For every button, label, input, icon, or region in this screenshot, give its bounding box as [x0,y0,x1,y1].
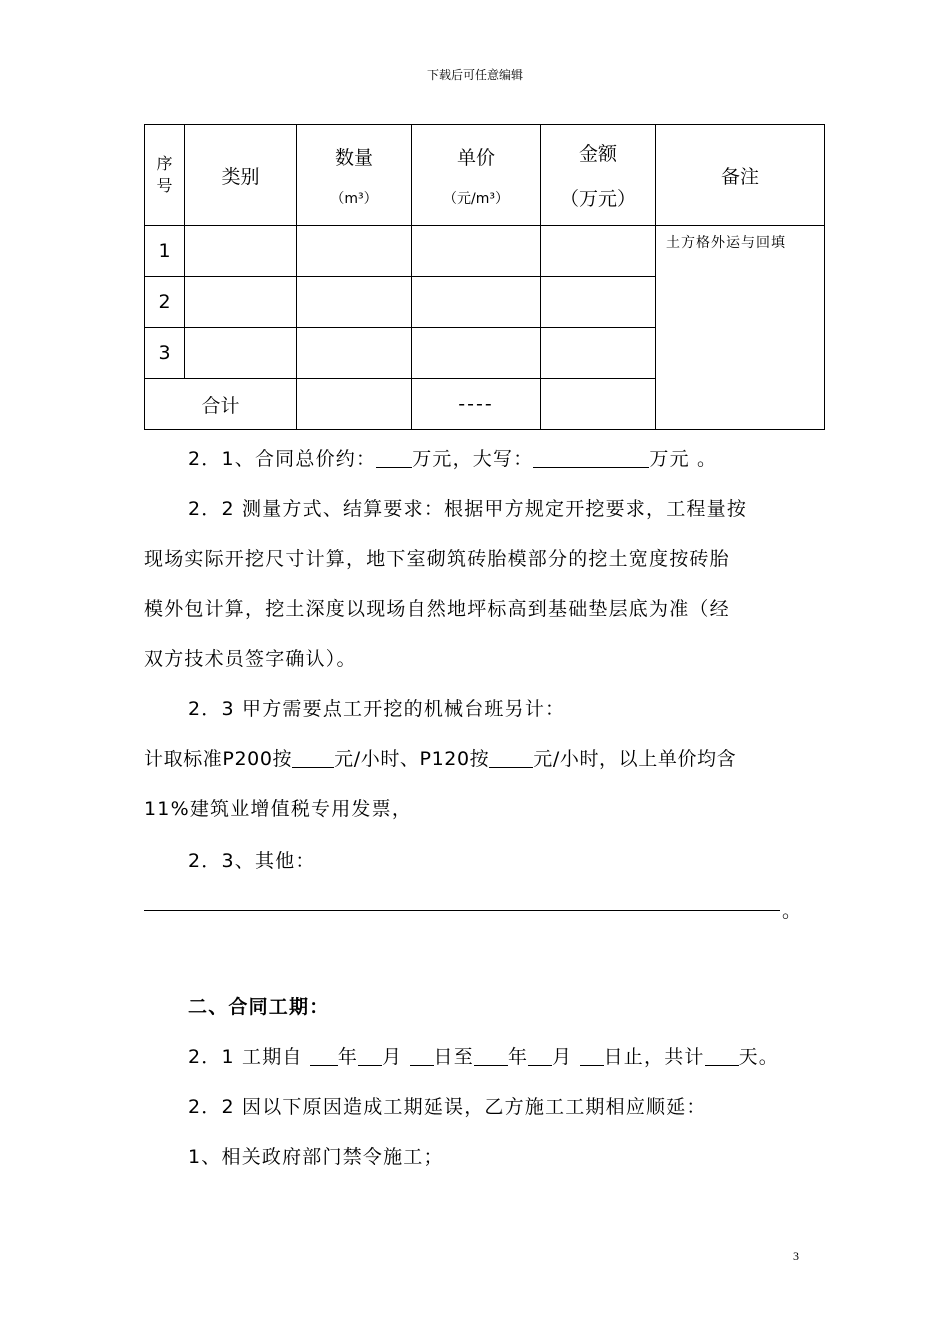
section-2-title: 二、合同工期： [188,996,330,1018]
header-remarks: 备注 [656,125,825,226]
row-seq: 3 [145,328,185,379]
total-price: ---- [412,379,541,430]
amount-unit: （万元） [559,188,636,210]
clause-2-3-rates: 计取标准P200按 元/小时、P120按 元/小时，以上单价均含 [144,748,737,770]
page-number: 3 [793,1249,799,1263]
schedule-2-2: 2．2 因以下原因造成工期延误，乙方施工工期相应顺延： [188,1096,707,1118]
clause-2-3: 2．3 甲方需要点工开挖的机械台班另计： [188,698,566,720]
remark-cell: 土方格外运与回填 [656,226,825,430]
header-quantity: 数量 （m³） [297,125,412,226]
blank-line [144,910,780,911]
header-category: 类别 [185,125,297,226]
clause-2-2-line1: 2．2 测量方式、结算要求：根据甲方规定开挖要求，工程量按 [188,498,748,520]
clause-2-3-other: 2．3、其他： [188,850,316,872]
schedule-2-2-item-1: 1、相关政府部门禁令施工； [188,1146,444,1168]
table-header-row [145,125,825,226]
clause-2-2-line3: 模外包计算，挖土深度以现场自然地坪标高到基础垫层底为准（经 [144,598,730,620]
row-seq: 2 [145,277,185,328]
clause-2-1: 2．1、合同总价约： 万元，大写： 万元 。 [188,448,718,470]
unit-price-unit: （元/m³） [443,190,509,207]
schedule-2-1: 2．1 工期自 年 月 日至 年 月 日止，共计 天。 [188,1046,780,1068]
row-seq: 1 [145,226,185,277]
table-row [145,226,825,277]
clause-2-3-tax: 11%建筑业增值税专用发票， [144,798,413,820]
header-amount: 金额 （万元） [541,125,656,226]
header-unit-price: 单价 （元/m³） [412,125,541,226]
header-seq: 序号 [145,125,185,226]
blank-line-period: 。 [782,900,802,922]
page-header: 下载后可任意编辑 [426,68,523,82]
quantity-unit: （m³） [330,190,378,207]
total-label: 合计 [145,379,297,430]
price-table [144,124,825,430]
clause-2-2-line2: 现场实际开挖尺寸计算，地下室砌筑砖胎模部分的挖土宽度按砖胎 [144,548,730,570]
clause-2-2-line4: 双方技术员签字确认）。 [144,648,357,670]
